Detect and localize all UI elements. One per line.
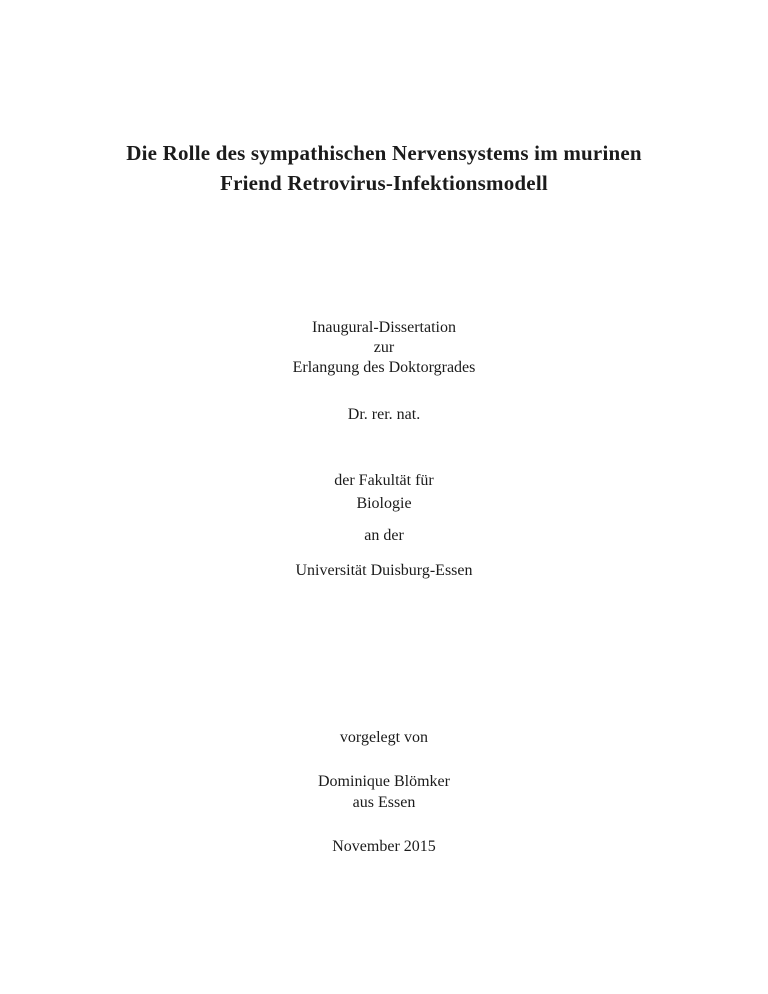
university-name: Universität Duisburg-Essen xyxy=(295,562,473,579)
faculty-line-2: Biologie xyxy=(356,495,412,512)
faculty-line-1: der Fakultät für xyxy=(334,472,434,489)
author-name: Dominique Blömker xyxy=(318,773,450,790)
degree-name: Dr. rer. nat. xyxy=(347,406,421,423)
author-block xyxy=(0,771,768,813)
thesis-title-line-2: Friend Retrovirus-Infektionsmodell xyxy=(220,171,548,195)
thesis-title-line-1: Die Rolle des sympathischen Nervensystems im murinen xyxy=(126,141,642,165)
submitted-by-label: vorgelegt von xyxy=(339,729,429,746)
author-origin: aus Essen xyxy=(352,794,416,811)
dissertation-type-block xyxy=(0,318,768,378)
dissertation-type-line-3: Erlangung des Doktorgrades xyxy=(292,359,476,376)
dissertation-type-line-2: zur xyxy=(373,339,395,356)
submission-date: November 2015 xyxy=(332,838,436,855)
faculty-block xyxy=(0,469,768,515)
dissertation-type-line-1: Inaugural-Dissertation xyxy=(312,319,456,336)
at-the-label: an der xyxy=(364,527,404,544)
thesis-title xyxy=(0,138,768,198)
